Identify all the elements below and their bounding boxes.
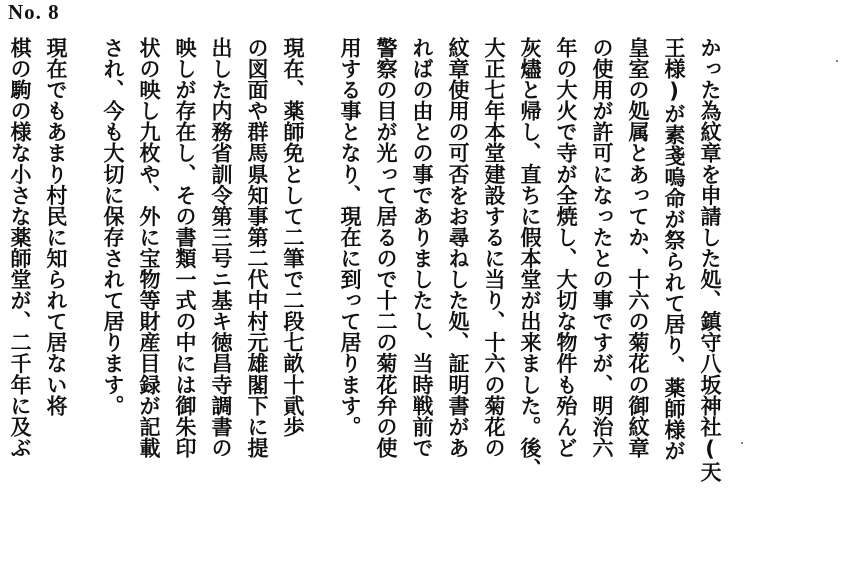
paragraph-2	[95, 37, 332, 537]
text-line: 警察の目が光って居るので十二の菊花弁の使	[374, 37, 398, 458]
text-line: 現在、薬師免として二筆で二段七畝十貮歩	[281, 37, 305, 437]
page-number: No. 8	[8, 0, 60, 24]
text-line: 棋の駒の様な小さな薬師堂が、二千年に及ぶ	[8, 37, 32, 458]
text-line: 灰燼と帰し、直ちに假本堂が出来ました。後、	[518, 37, 542, 480]
text-line: ればの由との事でありましたし、当時戦前で	[410, 37, 434, 458]
text-line	[0, 37, 2, 537]
text-line: され、今も大切に保存されて居ります。	[101, 37, 125, 416]
text-line: の図面や群馬県知事第二代中村元雄閣下に提	[245, 37, 269, 458]
text-line: 現在でもあまり村民に知られて居ない将	[44, 37, 68, 416]
text-line: 用する事となり、現在に到って居ります。	[338, 37, 362, 437]
paragraph-1	[332, 37, 728, 537]
text-line: 皇室の処属とあってか、十六の菊花の御紋章	[626, 37, 650, 458]
text-line: 大正七年本堂建設するに当り、十六の菊花の	[482, 37, 506, 458]
paragraph-3	[0, 37, 95, 537]
text-line: 紋章使用の可否をお尋ねした処、証明書があ	[446, 37, 470, 458]
text-line: 年の大火で寺が全焼し、大切な物件も殆んど	[554, 37, 578, 458]
text-line: 出した内務省訓令第三号ニ基キ徳昌寺調書の	[209, 37, 233, 458]
text-line: の使用が許可になったとの事ですが、明治六	[590, 37, 614, 458]
text-line: 映しが存在し、その書類一式の中には御朱印	[173, 37, 197, 458]
text-line: かった為紋章を申請した処、鎮守八坂神社(天	[698, 37, 722, 483]
scan-speck	[741, 442, 743, 444]
document-body	[8, 37, 728, 537]
text-line: 状の映し九枚や、外に宝物等財産目録が記載	[137, 37, 161, 458]
scan-speck	[836, 60, 838, 62]
text-line: 王様)が素戔嗚命が祭られて居り、薬師様が	[662, 37, 686, 461]
